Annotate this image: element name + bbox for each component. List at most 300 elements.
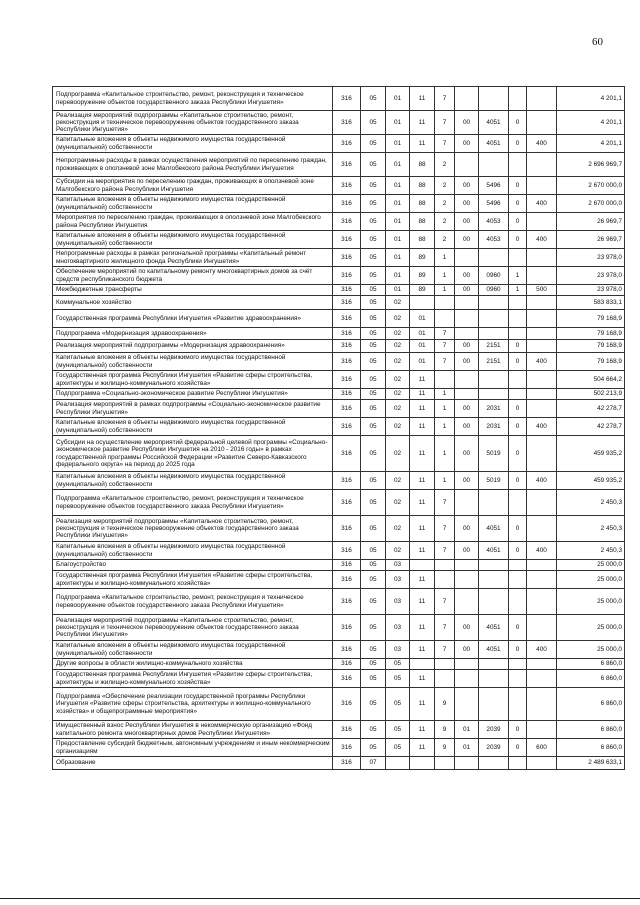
row-admin-code: 316 (333, 328, 361, 340)
row-name: Государственная программа Республики Ингушетия «Развитие сферы строительства, архитектуры и жилищно-коммунального хозяйства» (53, 371, 333, 389)
row-subsection-code: 05 (386, 670, 410, 688)
row-direction-code (455, 389, 479, 400)
row-direction-code: 00 (455, 641, 479, 659)
table-row (53, 571, 625, 589)
table-row (53, 739, 625, 757)
row-admin-code: 316 (333, 516, 361, 542)
row-admin-code: 316 (333, 213, 361, 231)
row-subsection-code: 02 (386, 340, 410, 353)
row-subprogram-code (435, 310, 455, 328)
row-program-code (410, 757, 435, 770)
row-expense-code: 5496 (479, 177, 509, 195)
row-direction-code: 00 (455, 267, 479, 285)
row-name: Государственная программа Республики Ингушетия «Развитие сферы строительства, архитектуры и жилищно-коммунального хозяйства» (53, 670, 333, 688)
row-name: Капитальные вложения в объекты недвижимого имущества государственной (муниципальной) собственности (53, 641, 333, 659)
row-direction-code: 01 (455, 721, 479, 739)
row-subprogram-code: 9 (435, 739, 455, 757)
row-expense-code: 4053 (479, 213, 509, 231)
row-amount: 4 201,1 (557, 87, 625, 111)
row-expense-type (527, 296, 557, 310)
row-subprogram-code: 7 (435, 353, 455, 371)
row-expense-code: 4053 (479, 231, 509, 249)
row-subsection-code: 01 (386, 285, 410, 296)
row-name: Реализация мероприятий в рамках подпрограммы «Социально-экономическое развитие Республики Ингушетия» (53, 400, 333, 418)
row-expense-code: 2039 (479, 721, 509, 739)
row-name: Капитальные вложения в объекты недвижимого имущества государственной (муниципальной) собственности (53, 472, 333, 490)
row-amount: 2 450,3 (557, 516, 625, 542)
table-row (53, 542, 625, 560)
row-expense-suffix (509, 659, 527, 670)
budget-table (52, 86, 625, 770)
row-expense-type (527, 688, 557, 721)
row-program-code (410, 659, 435, 670)
row-section-code: 05 (361, 436, 386, 472)
row-expense-type: 400 (527, 231, 557, 249)
row-expense-suffix: 0 (509, 739, 527, 757)
row-expense-suffix: 0 (509, 135, 527, 153)
row-subsection-code: 02 (386, 542, 410, 560)
row-section-code: 05 (361, 641, 386, 659)
row-admin-code: 316 (333, 195, 361, 213)
row-expense-type (527, 400, 557, 418)
row-admin-code: 316 (333, 153, 361, 177)
row-name: Обеспечение мероприятий по капитальному ремонту многоквартирных домов за счёт средств республиканского бюджета (53, 267, 333, 285)
row-subprogram-code: 9 (435, 721, 455, 739)
row-amount: 502 213,9 (557, 389, 625, 400)
row-section-code: 05 (361, 353, 386, 371)
row-expense-suffix (509, 328, 527, 340)
row-program-code: 89 (410, 285, 435, 296)
row-amount: 459 935,2 (557, 472, 625, 490)
row-amount: 2 450,3 (557, 542, 625, 560)
row-subprogram-code: 7 (435, 328, 455, 340)
row-expense-code (479, 87, 509, 111)
row-admin-code: 316 (333, 670, 361, 688)
row-subprogram-code: 1 (435, 418, 455, 436)
table-row (53, 177, 625, 195)
row-subprogram-code: 2 (435, 177, 455, 195)
row-subprogram-code: 1 (435, 400, 455, 418)
row-section-code: 05 (361, 688, 386, 721)
table-row (53, 490, 625, 516)
row-subprogram-code: 7 (435, 87, 455, 111)
row-amount: 2 670 000,0 (557, 195, 625, 213)
row-subsection-code: 03 (386, 571, 410, 589)
row-direction-code: 00 (455, 111, 479, 135)
row-section-code: 05 (361, 571, 386, 589)
row-name: Образование (53, 757, 333, 770)
row-amount: 6 860,0 (557, 670, 625, 688)
row-direction-code: 00 (455, 516, 479, 542)
row-admin-code: 316 (333, 490, 361, 516)
table-row (53, 659, 625, 670)
row-expense-type (527, 249, 557, 267)
row-amount: 26 969,7 (557, 231, 625, 249)
row-expense-code (479, 371, 509, 389)
row-expense-code (479, 296, 509, 310)
row-program-code: 88 (410, 213, 435, 231)
row-expense-code (479, 389, 509, 400)
row-section-code: 05 (361, 111, 386, 135)
row-program-code: 11 (410, 490, 435, 516)
row-subsection-code: 01 (386, 231, 410, 249)
row-name: Непрограммные расходы в рамках осуществления мероприятий по переселению граждан, проживающих в оползневой зоне Малгобекского района Республики Ингушетия (53, 153, 333, 177)
row-expense-suffix (509, 757, 527, 770)
row-program-code: 11 (410, 641, 435, 659)
row-direction-code (455, 688, 479, 721)
row-expense-code: 5019 (479, 472, 509, 490)
row-subprogram-code: 7 (435, 589, 455, 615)
row-expense-suffix (509, 371, 527, 389)
row-subsection-code: 02 (386, 472, 410, 490)
row-expense-code: 2151 (479, 340, 509, 353)
row-expense-code (479, 153, 509, 177)
row-expense-suffix (509, 153, 527, 177)
row-name: Реализация мероприятий подпрограммы «Капитальное строительство, ремонт, реконструкция и техническое перевооружение объектов государственного заказа Республики Ингушетия» (53, 111, 333, 135)
row-subprogram-code: 7 (435, 641, 455, 659)
row-name: Государственная программа Республики Ингушетия «Развитие здравоохранения» (53, 310, 333, 328)
row-program-code: 01 (410, 310, 435, 328)
row-amount: 79 168,9 (557, 353, 625, 371)
row-section-code: 05 (361, 371, 386, 389)
table-row (53, 418, 625, 436)
row-section-code: 05 (361, 589, 386, 615)
row-section-code: 05 (361, 490, 386, 516)
row-admin-code: 316 (333, 400, 361, 418)
row-amount: 79 168,9 (557, 310, 625, 328)
row-direction-code: 00 (455, 177, 479, 195)
table-row (53, 135, 625, 153)
row-amount: 4 201,1 (557, 111, 625, 135)
row-subprogram-code: 7 (435, 615, 455, 641)
table-row (53, 641, 625, 659)
row-direction-code: 00 (455, 418, 479, 436)
row-name: Непрограммные расходы в рамках региональной программы «Капитальный ремонт многоквартирного жилищного фонда Республики Ингушетия» (53, 249, 333, 267)
row-amount: 23 978,0 (557, 249, 625, 267)
row-admin-code: 316 (333, 389, 361, 400)
row-name: Капитальные вложения в объекты недвижимого имущества государственной (муниципальной) собственности (53, 195, 333, 213)
row-expense-code (479, 310, 509, 328)
row-subsection-code: 01 (386, 177, 410, 195)
row-expense-code (479, 659, 509, 670)
row-expense-suffix: 1 (509, 267, 527, 285)
row-program-code: 11 (410, 418, 435, 436)
row-subsection-code: 01 (386, 135, 410, 153)
row-section-code: 05 (361, 87, 386, 111)
row-subsection-code: 05 (386, 721, 410, 739)
row-direction-code (455, 310, 479, 328)
row-admin-code: 316 (333, 296, 361, 310)
table-row (53, 328, 625, 340)
row-direction-code (455, 560, 479, 571)
row-subprogram-code (435, 571, 455, 589)
row-name: Межбюджетные трансферты (53, 285, 333, 296)
row-amount: 79 168,9 (557, 340, 625, 353)
row-expense-code (479, 757, 509, 770)
row-section-code: 05 (361, 340, 386, 353)
row-subsection-code: 02 (386, 418, 410, 436)
row-admin-code: 316 (333, 641, 361, 659)
row-expense-code (479, 589, 509, 615)
row-name: Подпрограмма «Капитальное строительство, ремонт, реконструкция и техническое перевооружение объектов государственного заказа Республики Ингушетия» (53, 490, 333, 516)
row-amount: 25 000,0 (557, 571, 625, 589)
budget-table-body (53, 87, 625, 770)
row-subsection-code: 03 (386, 615, 410, 641)
row-admin-code: 316 (333, 472, 361, 490)
table-row (53, 231, 625, 249)
row-subprogram-code: 2 (435, 195, 455, 213)
row-program-code: 11 (410, 721, 435, 739)
row-name: Коммунальное хозяйство (53, 296, 333, 310)
row-section-code: 05 (361, 739, 386, 757)
row-direction-code: 01 (455, 739, 479, 757)
row-expense-type: 400 (527, 195, 557, 213)
row-subprogram-code (435, 670, 455, 688)
row-section-code: 05 (361, 516, 386, 542)
row-subsection-code: 02 (386, 436, 410, 472)
row-section-code: 05 (361, 213, 386, 231)
row-expense-code: 2031 (479, 418, 509, 436)
row-amount: 4 201,1 (557, 135, 625, 153)
row-direction-code: 00 (455, 436, 479, 472)
row-section-code: 05 (361, 418, 386, 436)
row-name: Мероприятия по переселению граждан, проживающих в оползневой зоне Малгобекского района Республики Ингушетия (53, 213, 333, 231)
row-expense-suffix: 0 (509, 516, 527, 542)
row-expense-type (527, 757, 557, 770)
row-direction-code (455, 571, 479, 589)
table-row (53, 285, 625, 296)
row-subprogram-code: 1 (435, 472, 455, 490)
row-section-code: 05 (361, 328, 386, 340)
row-amount: 25 000,0 (557, 615, 625, 641)
row-expense-suffix (509, 571, 527, 589)
row-subprogram-code (435, 371, 455, 389)
row-subprogram-code: 7 (435, 490, 455, 516)
row-name: Предоставление субсидий бюджетным, автономным учреждениям и иным некоммерческим организациям (53, 739, 333, 757)
row-expense-type (527, 328, 557, 340)
row-expense-type (527, 571, 557, 589)
row-program-code: 89 (410, 249, 435, 267)
row-expense-type (527, 177, 557, 195)
row-amount: 6 860,0 (557, 688, 625, 721)
table-row (53, 340, 625, 353)
row-subsection-code: 03 (386, 641, 410, 659)
row-admin-code: 316 (333, 560, 361, 571)
row-admin-code: 316 (333, 340, 361, 353)
row-subprogram-code (435, 757, 455, 770)
row-expense-type (527, 670, 557, 688)
row-subsection-code (386, 757, 410, 770)
table-row (53, 560, 625, 571)
row-expense-type: 500 (527, 285, 557, 296)
table-row (53, 589, 625, 615)
row-expense-type (527, 721, 557, 739)
row-expense-type (527, 516, 557, 542)
row-section-code: 05 (361, 135, 386, 153)
row-subsection-code: 05 (386, 739, 410, 757)
row-program-code: 11 (410, 135, 435, 153)
row-program-code: 11 (410, 472, 435, 490)
row-expense-suffix (509, 389, 527, 400)
row-subprogram-code: 7 (435, 516, 455, 542)
row-admin-code: 316 (333, 615, 361, 641)
row-direction-code: 00 (455, 231, 479, 249)
row-section-code: 05 (361, 296, 386, 310)
row-expense-code: 5019 (479, 436, 509, 472)
row-name: Подпрограмма «Капитальное строительство, ремонт, реконструкция и техническое перевооружение объектов государственного заказа Республики Ингушетия» (53, 87, 333, 111)
row-expense-suffix: 0 (509, 231, 527, 249)
row-direction-code (455, 757, 479, 770)
row-subsection-code: 01 (386, 153, 410, 177)
row-expense-code (479, 249, 509, 267)
table-row (53, 353, 625, 371)
row-subsection-code: 02 (386, 328, 410, 340)
table-row (53, 670, 625, 688)
row-subsection-code: 03 (386, 589, 410, 615)
row-subsection-code: 01 (386, 249, 410, 267)
row-amount: 26 969,7 (557, 213, 625, 231)
row-name: Подпрограмма «Обеспечение реализации государственной программы Республики Ингушетия «Развитие сферы строительства, архитектуры и жилищно-коммунального хозяйства» и общепрограммные мероприятия» (53, 688, 333, 721)
row-expense-suffix: 0 (509, 721, 527, 739)
row-subprogram-code: 9 (435, 688, 455, 721)
row-name: Капитальные вложения в объекты недвижимого имущества государственной (муниципальной) собственности (53, 542, 333, 560)
row-section-code: 05 (361, 615, 386, 641)
table-row (53, 389, 625, 400)
row-expense-code: 0960 (479, 267, 509, 285)
table-row (53, 213, 625, 231)
row-expense-suffix (509, 249, 527, 267)
row-expense-code: 0960 (479, 285, 509, 296)
row-amount: 2 489 633,1 (557, 757, 625, 770)
row-expense-code (479, 670, 509, 688)
row-subprogram-code (435, 560, 455, 571)
row-name: Капитальные вложения в объекты недвижимого имущества государственной (муниципальной) собственности (53, 353, 333, 371)
row-expense-code: 4051 (479, 111, 509, 135)
row-expense-code: 2031 (479, 400, 509, 418)
row-expense-code: 4051 (479, 516, 509, 542)
table-row (53, 371, 625, 389)
page-number: 60 (592, 36, 603, 48)
row-expense-type (527, 436, 557, 472)
row-program-code: 11 (410, 516, 435, 542)
table-row (53, 436, 625, 472)
row-expense-suffix (509, 560, 527, 571)
row-section-code: 05 (361, 721, 386, 739)
row-subprogram-code: 1 (435, 249, 455, 267)
row-expense-code (479, 560, 509, 571)
row-subprogram-code: 2 (435, 153, 455, 177)
table-row (53, 267, 625, 285)
row-expense-suffix: 0 (509, 436, 527, 472)
row-program-code: 01 (410, 340, 435, 353)
row-subprogram-code (435, 659, 455, 670)
table-row (53, 688, 625, 721)
row-expense-type (527, 589, 557, 615)
row-subsection-code: 02 (386, 296, 410, 310)
row-expense-suffix: 0 (509, 418, 527, 436)
row-admin-code: 316 (333, 111, 361, 135)
row-expense-suffix (509, 589, 527, 615)
row-expense-type: 400 (527, 353, 557, 371)
row-admin-code: 316 (333, 589, 361, 615)
table-row (53, 400, 625, 418)
row-admin-code: 316 (333, 231, 361, 249)
row-admin-code: 316 (333, 285, 361, 296)
row-amount: 459 935,2 (557, 436, 625, 472)
row-subsection-code: 01 (386, 195, 410, 213)
row-direction-code (455, 371, 479, 389)
row-section-code: 05 (361, 659, 386, 670)
row-amount: 25 000,0 (557, 589, 625, 615)
row-subprogram-code (435, 296, 455, 310)
row-program-code: 11 (410, 670, 435, 688)
row-name: Реализация мероприятий подпрограммы «Модернизация здравоохранения» (53, 340, 333, 353)
row-admin-code: 316 (333, 739, 361, 757)
row-subprogram-code: 1 (435, 436, 455, 472)
row-subsection-code: 05 (386, 659, 410, 670)
row-expense-code: 4051 (479, 641, 509, 659)
row-program-code (410, 296, 435, 310)
table-row (53, 757, 625, 770)
row-direction-code: 00 (455, 542, 479, 560)
row-admin-code: 316 (333, 721, 361, 739)
row-direction-code: 00 (455, 353, 479, 371)
row-admin-code: 316 (333, 310, 361, 328)
row-subprogram-code: 1 (435, 267, 455, 285)
row-amount: 79 168,9 (557, 328, 625, 340)
row-direction-code: 00 (455, 400, 479, 418)
row-amount: 2 670 000,0 (557, 177, 625, 195)
row-program-code: 11 (410, 111, 435, 135)
row-expense-type (527, 310, 557, 328)
row-subprogram-code: 2 (435, 213, 455, 231)
row-program-code: 11 (410, 371, 435, 389)
row-subprogram-code: 1 (435, 285, 455, 296)
row-direction-code: 00 (455, 340, 479, 353)
row-expense-suffix (509, 296, 527, 310)
row-subsection-code: 01 (386, 87, 410, 111)
row-expense-suffix (509, 87, 527, 111)
row-direction-code (455, 670, 479, 688)
row-expense-type (527, 371, 557, 389)
row-subsection-code: 03 (386, 560, 410, 571)
row-expense-type: 400 (527, 641, 557, 659)
row-expense-code: 5496 (479, 195, 509, 213)
row-admin-code: 316 (333, 87, 361, 111)
row-program-code: 11 (410, 739, 435, 757)
row-section-code: 05 (361, 285, 386, 296)
row-admin-code: 316 (333, 177, 361, 195)
row-expense-suffix (509, 688, 527, 721)
row-expense-code: 4051 (479, 615, 509, 641)
table-row (53, 87, 625, 111)
row-direction-code: 00 (455, 213, 479, 231)
row-admin-code: 316 (333, 571, 361, 589)
table-row (53, 249, 625, 267)
row-amount: 23 978,0 (557, 285, 625, 296)
table-row (53, 153, 625, 177)
row-amount: 6 860,0 (557, 739, 625, 757)
row-expense-type (527, 389, 557, 400)
row-direction-code (455, 659, 479, 670)
row-name: Реализация мероприятий подпрограммы «Капитальное строительство, ремонт, реконструкция и техническое перевооружение объектов государственного заказа Республики Ингушетия» (53, 615, 333, 641)
row-expense-code (479, 490, 509, 516)
row-expense-suffix: 0 (509, 641, 527, 659)
row-expense-suffix: 1 (509, 285, 527, 296)
row-program-code: 11 (410, 400, 435, 418)
row-subsection-code: 02 (386, 516, 410, 542)
row-section-code: 05 (361, 249, 386, 267)
